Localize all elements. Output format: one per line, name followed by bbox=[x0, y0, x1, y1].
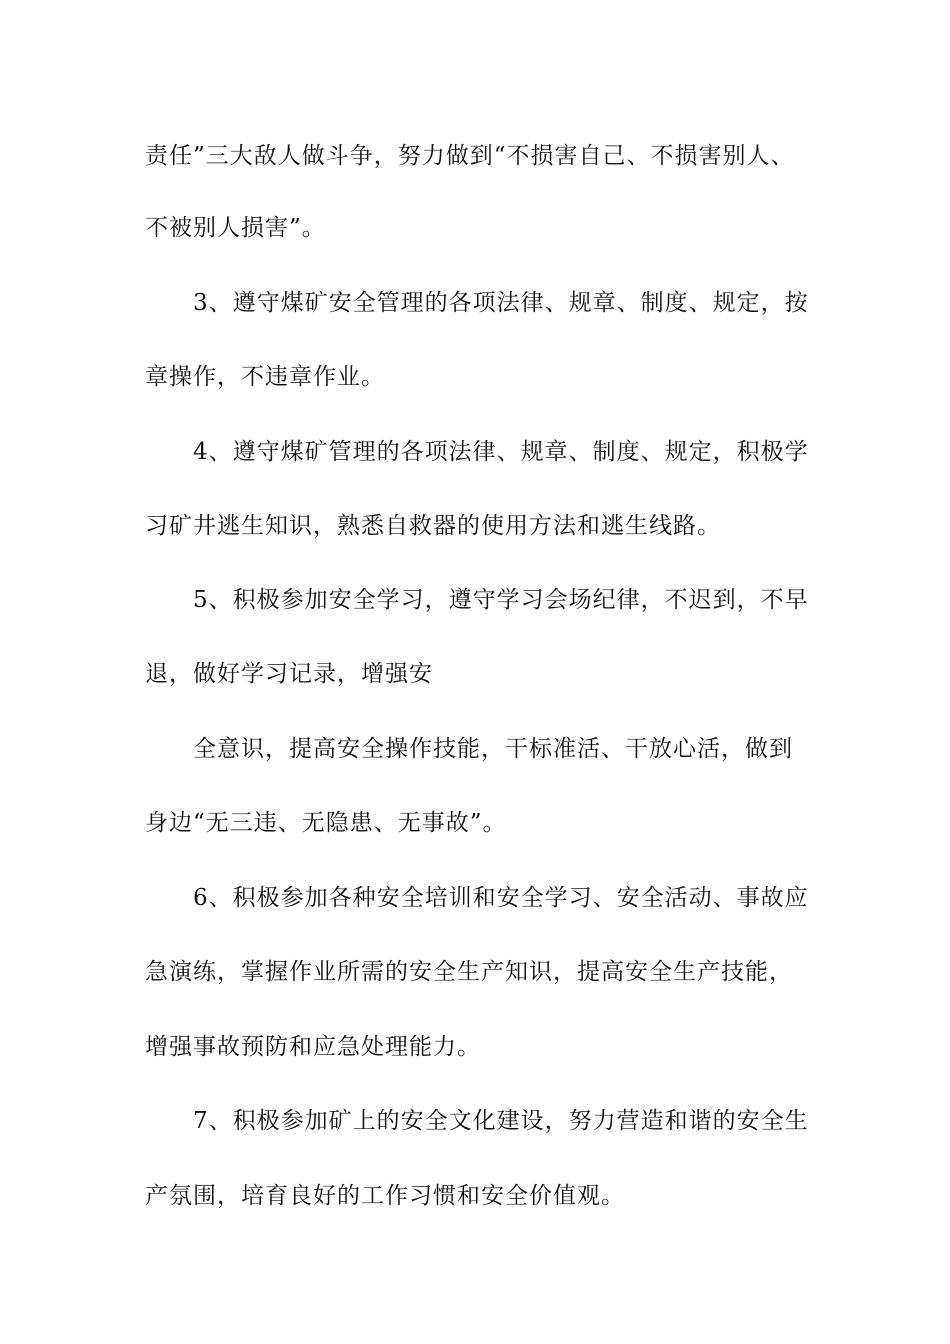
paragraph-5-line-2: 退，做好学习记录，增强安 bbox=[145, 661, 433, 687]
paragraph-3-line-2: 章操作，不违章作业。 bbox=[145, 364, 385, 390]
paragraph-3-line-1: 3、遵守煤矿安全管理的各项法律、规章、制度、规定，按 bbox=[193, 290, 809, 316]
paragraph-7-line-2: 产氛围，培育良好的工作习惯和安全价值观。 bbox=[145, 1183, 625, 1209]
paragraph-5-line-1: 5、积极参加安全学习，遵守学习会场纪律，不迟到，不早 bbox=[193, 587, 809, 613]
text-line: 责任”三大敌人做斗争，努力做到“不损害自己、不损害别人、 bbox=[145, 143, 795, 169]
paragraph-7-line-1: 7、积极参加矿上的安全文化建设，努力营造和谐的安全生 bbox=[193, 1108, 809, 1134]
paragraph-6-line-1: 6、积极参加各种安全培训和安全学习、安全活动、事故应 bbox=[193, 885, 809, 911]
paragraph-5-line-4: 身边“无三违、无隐患、无事故”。 bbox=[145, 810, 507, 836]
paragraph-6-line-3: 增强事故预防和应急处理能力。 bbox=[145, 1034, 481, 1060]
paragraph-5-line-3: 全意识，提高安全操作技能，干标准活、干放心活，做到 bbox=[193, 736, 793, 762]
paragraph-6-line-2: 急演练，掌握作业所需的安全生产知识，提高安全生产技能， bbox=[145, 959, 793, 985]
paragraph-4-line-2: 习矿井逃生知识，熟悉自救器的使用方法和逃生线路。 bbox=[145, 513, 721, 539]
paragraph-4-line-1: 4、遵守煤矿管理的各项法律、规章、制度、规定，积极学 bbox=[193, 439, 809, 465]
text-line: 不被别人损害”。 bbox=[145, 215, 326, 241]
